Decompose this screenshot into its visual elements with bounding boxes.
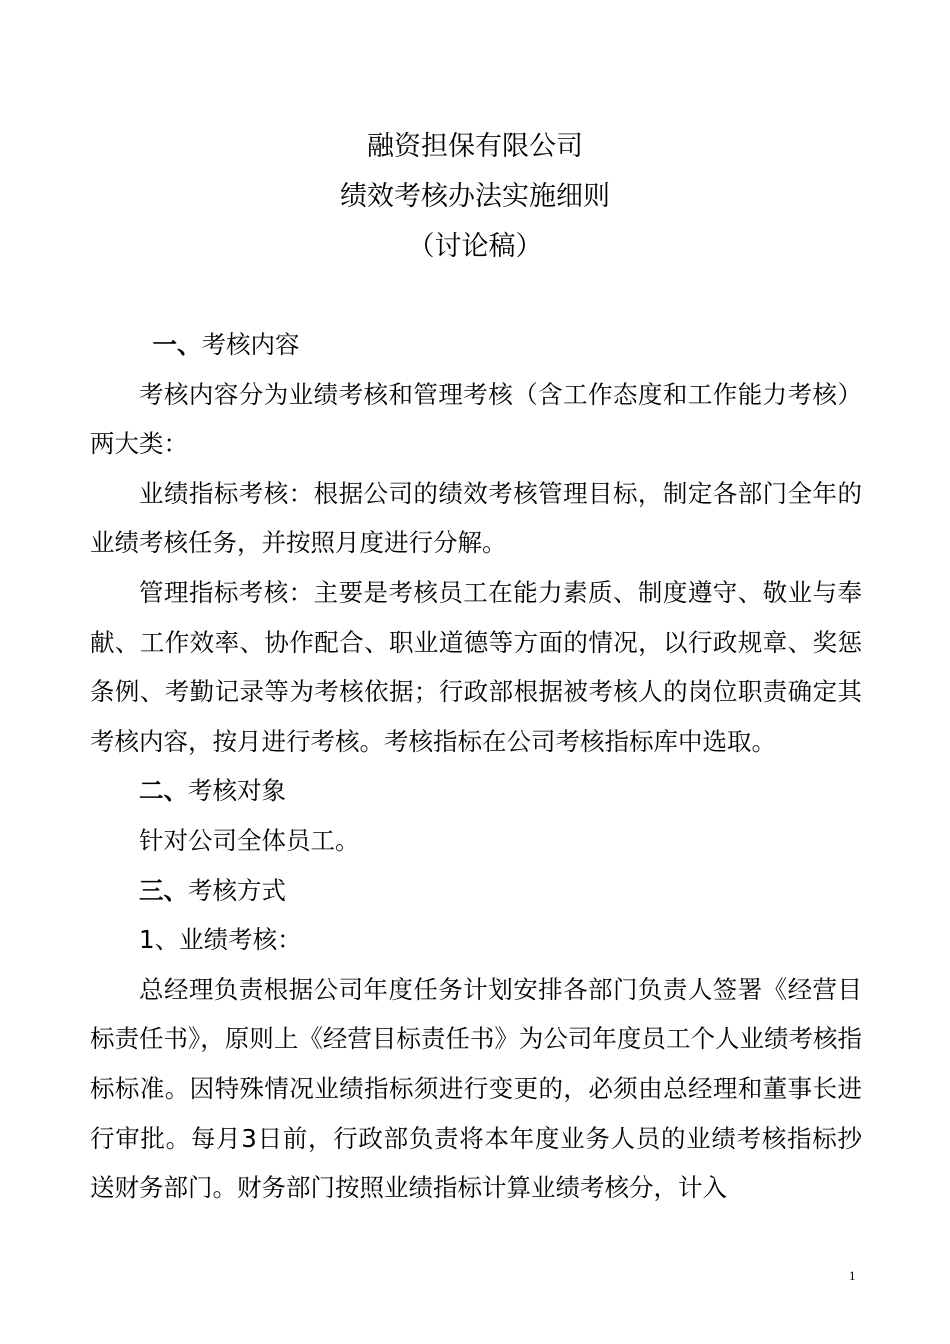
paragraph: 总经理负责根据公司年度任务计划安排各部门负责人签署《经营目标责任书》，原则上《经营目标责任书》为公司年度员工个人业绩考核指标标准。因特殊情况业绩指标须进行变更的，必须由总经理和董事长进行审批。每月3日前，行政部负责将本年度业务人员的业绩考核指标抄送财务部门。财务部门按照业绩指标计算业绩考核分，计入 <box>90 974 862 1203</box>
paragraph: 考核内容分为业绩考核和管理考核（含工作态度和工作能力考核）两大类： <box>90 379 862 459</box>
section-heading-1 <box>90 320 862 370</box>
section-heading-2 <box>90 766 862 816</box>
section-number: 三、 <box>139 875 188 905</box>
section-number: 一、 <box>152 330 202 359</box>
paragraph: 针对公司全体员工。 <box>139 825 360 855</box>
draft-label: （讨论稿） <box>407 231 543 262</box>
paragraph: 管理指标考核：主要是考核员工在能力素质、制度遵守、敬业与奉献、工作效率、协作配合、职业道德等方面的情况，以行政规章、奖惩条例、考勤记录等为考核依据；行政部根据被考核人的岗位职责确定其考核内容，按月进行考核。考核指标在公司考核指标库中选取。 <box>90 577 862 756</box>
company-name: 融资担保有限公司 <box>367 131 583 162</box>
section-heading-text: 考核对象 <box>188 776 286 806</box>
section-heading-text: 考核方式 <box>188 875 286 905</box>
document-title <box>0 122 950 272</box>
page-number: 1 <box>849 1268 856 1283</box>
paragraph: 业绩指标考核：根据公司的绩效考核管理目标，制定各部门全年的业绩考核任务，并按照月度进行分解。 <box>90 478 862 558</box>
document-body <box>90 320 862 1213</box>
section-number: 二、 <box>139 776 188 806</box>
document-name: 绩效考核办法实施细则 <box>340 181 610 212</box>
section-heading-3 <box>90 866 862 916</box>
paragraph: 1、业绩考核： <box>139 925 302 955</box>
section-heading-text: 考核内容 <box>201 330 300 359</box>
